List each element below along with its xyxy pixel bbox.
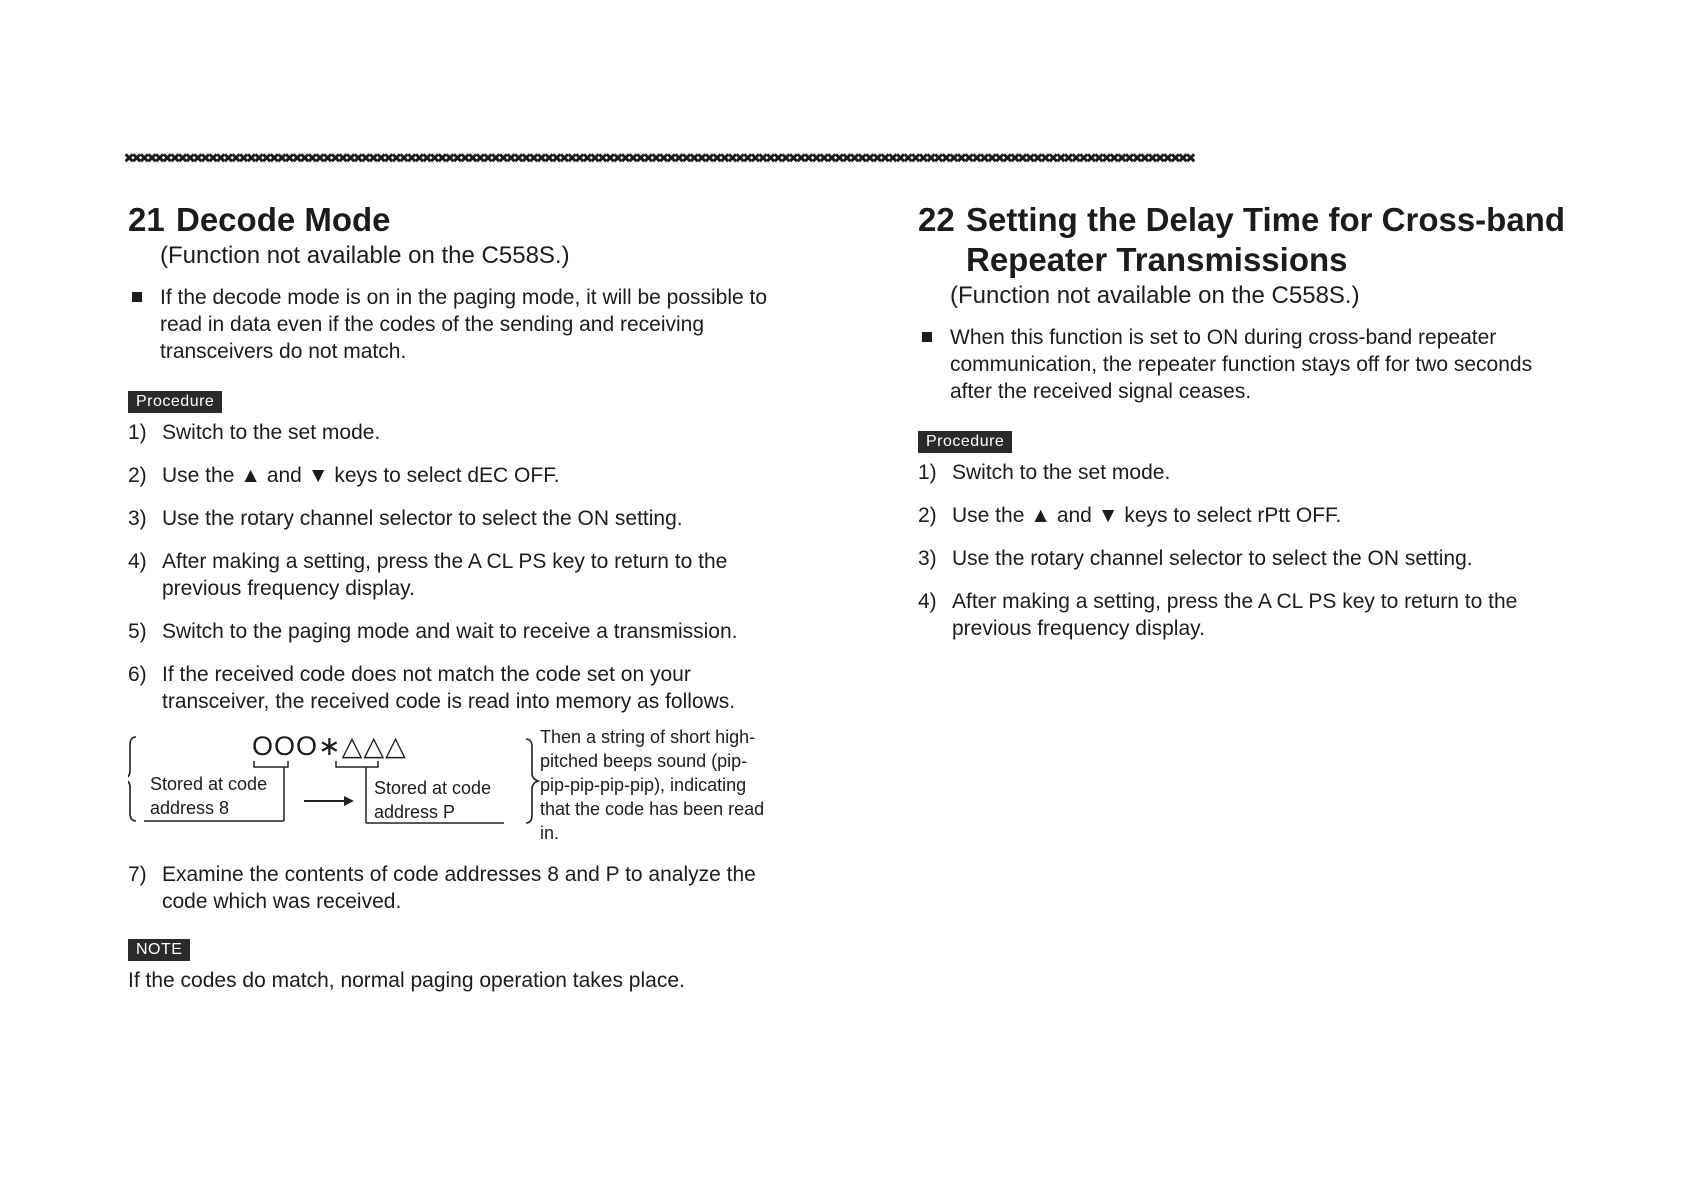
step-item [128,548,768,602]
step-number: 4) [128,550,147,573]
step-text: Use the ▲ and ▼ keys to select rPtt OFF. [952,504,1342,527]
step-item [128,618,768,645]
step-item [128,661,768,715]
procedure-label: Procedure [918,431,1012,453]
step-item [918,545,1568,572]
availability-note: (Function not available on the C558S.) [950,282,1360,309]
step-item [918,459,1568,486]
bullet-text: When this function is set to ON during cross-band repeater communication, the repeater function stays off for two seconds after the received signal ceases. [950,326,1533,403]
step-text: After making a setting, press the A CL PS key to return to the previous frequency display. [952,590,1518,640]
bullet-point [918,324,1568,405]
step-text: After making a setting, press the A CL PS key to return to the previous frequency display. [162,550,728,600]
bullet-square-icon [132,292,142,302]
step-number: 1) [918,461,937,484]
stored-address-8-line1: Stored at code [150,774,268,794]
step-number: 2) [918,504,937,527]
step-item [128,505,768,532]
bullet-point [128,284,768,365]
step-text: Use the rotary channel selector to select the ON setting. [952,547,1473,570]
stored-address-p-line2: address P [374,802,456,822]
note-label: NOTE [128,939,190,961]
left-brace-icon [128,737,136,821]
procedure-label: Procedure [128,391,222,413]
step-number: 5) [128,620,147,643]
step-number: 7) [128,863,147,886]
step-text: Switch to the set mode. [952,461,1171,484]
section-title [128,200,768,240]
section-number: 22 [918,201,955,238]
step-text: Use the ▲ and ▼ keys to select dEC OFF. [162,464,560,487]
bullet-square-icon [922,332,932,342]
code-diagram [128,727,768,861]
step-text: If the received code does not match the code set on your transceiver, the received code is read into memory as follows. [162,663,736,713]
decorative-border: ✖✖✖✖✖✖✖✖✖✖✖✖✖✖✖✖✖✖✖✖✖✖✖✖✖✖✖✖✖✖✖✖✖✖✖✖✖✖✖✖✖✖✖✖✖✖✖✖✖✖✖✖✖✖✖✖✖✖✖✖✖✖✖✖✖✖✖✖✖✖✖✖✖✖✖✖✖✖✖✖✖✖✖✖✖✖✖✖✖✖✖✖✖✖✖✖✖✖✖✖✖✖✖✖✖✖✖✖✖✖✖✖✖✖✖✖✖✖✖✖✖✖✖✖✖✖✖✖✖✖✖✖✖✖✖✖✖✖✖✖ [124,150,1194,168]
step-text: Switch to the set mode. [162,421,381,444]
step-text: Examine the contents of code addresses 8 and P to analyze the code which was received. [162,863,756,913]
step-number: 3) [918,547,937,570]
bullet-text: If the decode mode is on in the paging mode, it will be possible to read in data even if the codes of the sending and receiving transceivers do not match. [160,286,768,363]
step-text: Use the rotary channel selector to select the ON setting. [162,507,683,530]
step-item [128,419,768,446]
right-brace-icon [526,739,538,823]
stored-address-8-line2: address 8 [150,798,230,818]
step-number: 4) [918,590,937,613]
step-number: 3) [128,507,147,530]
section-title [918,200,1568,280]
step-item [918,588,1568,642]
note-text: If the codes do match, normal paging operation takes place. [128,969,685,992]
step-number: 1) [128,421,147,444]
step-item [918,502,1568,529]
stored-address-p-line1: Stored at code [374,778,492,798]
section-title-text: Decode Mode [176,201,391,238]
beep-description: Then a string of short high-pitched beeps sound (pip-pip-pip-pip-pip), indicating that the code has been read in. [540,727,765,843]
section-title-line2: Repeater Transmissions [966,241,1348,278]
received-code-sequence: OOO∗△△△ [252,731,407,761]
availability-note: (Function not available on the C558S.) [160,242,570,269]
step-item [128,861,768,915]
section-21 [128,200,768,994]
step-number: 2) [128,464,147,487]
section-number: 21 [128,201,165,238]
step-text: Switch to the paging mode and wait to receive a transmission. [162,620,738,643]
section-22 [918,200,1568,658]
section-title-line1: Setting the Delay Time for Cross-band [966,201,1565,238]
step-item [128,462,768,489]
step-number: 6) [128,663,147,686]
